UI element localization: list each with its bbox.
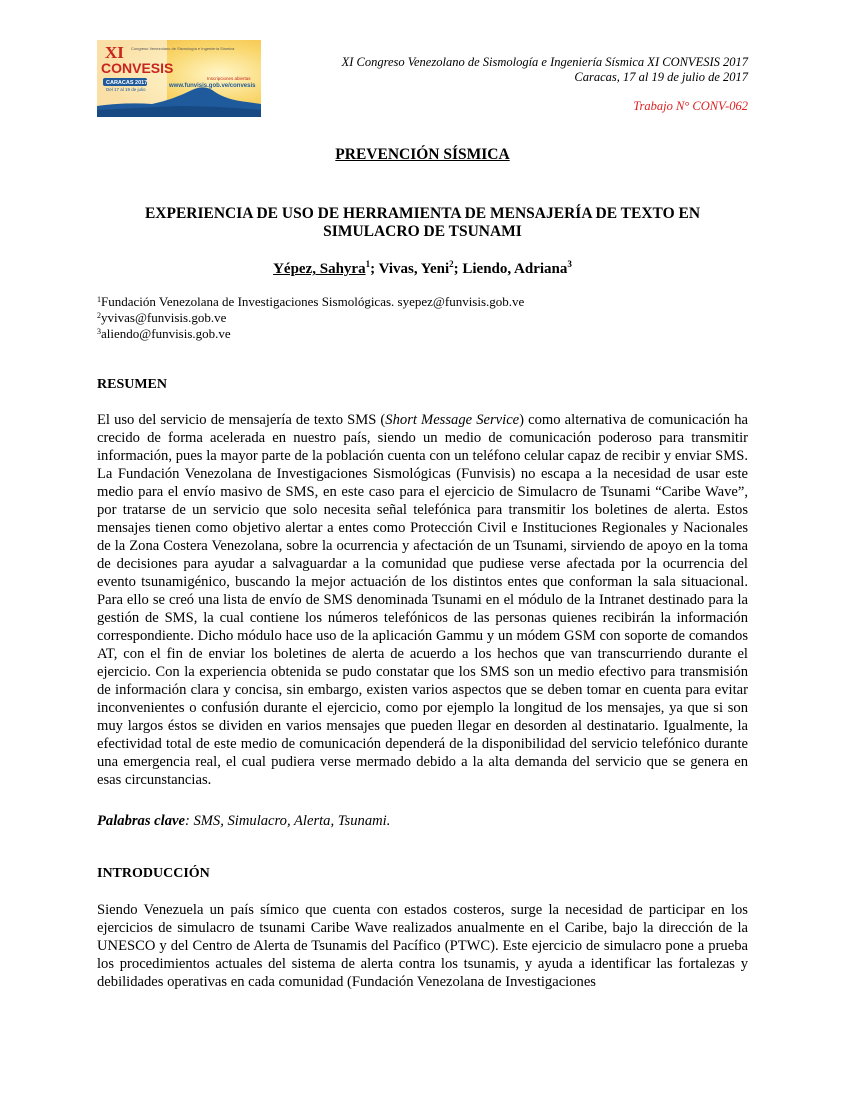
author-separator: ; xyxy=(370,261,379,277)
conference-logo xyxy=(97,40,261,117)
paper-title-line-1: EXPERIENCIA DE USO DE HERRAMIENTA DE MENSAJERÍA DE TEXTO EN xyxy=(144,205,701,222)
resumen-text-start: El uso del servicio de mensajería de texto SMS ( xyxy=(97,412,386,428)
logo-url: www.funvisis.gob.ve/convesis xyxy=(169,83,256,89)
conference-name: XI Congreso Venezolano de Sismología e Ingeniería Sísmica XI CONVESIS 2017 xyxy=(341,55,748,69)
author-list xyxy=(97,259,748,278)
affiliation-sup: 2 xyxy=(97,311,101,320)
logo-badge: CARACAS 2017 xyxy=(106,80,148,86)
author-name: Vivas, Yeni xyxy=(378,261,450,277)
logo-dates: Del 17 al 19 de julio xyxy=(106,87,146,92)
logo-tagline: Congreso Venezolano de Sismología e Ingeniería Sísmica xyxy=(131,46,235,51)
logo-registration: Inscripciones abiertas xyxy=(207,76,251,81)
affiliation xyxy=(97,292,524,309)
keywords-list: : SMS, Simulacro, Alerta, Tsunami. xyxy=(184,813,391,829)
author-sup: 2 xyxy=(449,259,454,269)
logo-numeral: XI xyxy=(105,43,124,62)
affiliation xyxy=(97,324,231,341)
section-title: PREVENCIÓN SÍSMICA xyxy=(335,146,510,163)
affiliation-text: Fundación Venezolana de Investigaciones Sismológicas. syepez@funvisis.gob.ve xyxy=(101,294,525,309)
keywords xyxy=(97,813,390,830)
author-separator: ; xyxy=(453,261,463,277)
author-sup: 3 xyxy=(567,259,572,269)
resumen-paragraph xyxy=(97,411,748,789)
affiliation-text: aliendo@funvisis.gob.ve xyxy=(101,326,231,341)
affiliation xyxy=(97,308,226,325)
conference-header xyxy=(288,55,748,85)
paper-title xyxy=(97,205,748,241)
affiliation-sup: 1 xyxy=(97,295,101,304)
author-name: Liendo, Adriana xyxy=(462,261,568,277)
author-sup: 1 xyxy=(365,259,371,269)
introduccion-heading: INTRODUCCIÓN xyxy=(97,866,210,881)
keywords-label: Palabras clave xyxy=(97,813,185,829)
paper-number: Trabajo N° CONV-062 xyxy=(633,99,748,113)
resumen-text-italic: Short Message Service xyxy=(385,412,520,428)
introduccion-paragraph: Siendo Venezuela un país símico que cuenta con estados costeros, surge la necesidad de participar en los ejercicios de simulacro de tsunami Caribe Wave realizados anualmente en el Caribe, bajo la dirección de la UNESCO y del Centro de Alerta de Tsunamis del Pacífico (PTWC). Este ejercicio de simulacro pone a prueba los procedimientos actuales del sistema de alerta contra los tsunamis, y ayuda a identificar las fortalezas y debilidades operativas en cada comunidad (Fundación Venezolana de Investigaciones xyxy=(97,902,748,990)
logo-wordmark: CONVESIS xyxy=(101,60,174,76)
resumen-text-rest: ) como alternativa de comunicación ha crecido de forma acelerada en nuestro país, siendo un medio de comunicación poderoso para transmitir información, pues la mayor parte de la población cuenta con un teléfono celular capaz de recibir y enviar SMS. La Fundación Venezolana de Investigaciones Sismológicas (Funvisis) no escapa a la necesidad de usar este medio para el envío masivo de SMS, en este caso para el ejercicio de Simulacro de Tsunami “Caribe Wave”, por tratarse de un servicio que solo necesita señal telefónica para transmitir los boletines de alerta. Estos mensajes tienen como objetivo alertar a entes como Protección Civil e Instituciones Regionales y Nacionales de la Zona Costera Venezolana, sobre la ocurrencia y afectación de un Tsunami, sirviendo de apoyo en la toma de decisiones para ayudar a salvaguardar a la comunidad que pudiese verse afectada por la ocurrencia del evento tsunamigénico, buscando la mejor actuación de los distintos entes que conforman la sala situacional. Para ello se creó una lista de envío de SMS denominada Tsunami en el módulo de la Intranet destinado para la gestión de SMS, la cual contiene los números telefónicos de las personas quienes recibirán la información correspondiente. Dicho módulo hace uso de la aplicación Gammu y un módem GSM con soporte de comandos AT, con el fin de enviar los boletines de alerta de acuerdo a los hechos que van transcurriendo durante el ejercicio. Con la experiencia obtenida se pudo constatar que los SMS son un medio efectivo para transmisión de información clara y concisa, sin embargo, existen varios aspectos que se deben tomar en cuenta para evitar inconvenientes o confusión durante el ejercicio, como por ejemplo la longitud de los mensajes, ya que si son muy largos éstos se dividen en varios mensajes que pueden llegar en desorden al destinatario. Igualmente, la efectividad total de este medio de comunicación dependerá de la disponibilidad del servicio telefónico durante una emergencia real, el cual pudiera verse mermado debido a la alta demanda del servicio que se genera en esas circunstancias. xyxy=(97,412,748,788)
conference-date-place: Caracas, 17 al 19 de julio de 2017 xyxy=(574,70,748,84)
paper-title-line-2: SIMULACRO DE TSUNAMI xyxy=(323,223,522,240)
author-name: Yépez, Sahyra xyxy=(273,261,366,277)
affiliation-sup: 3 xyxy=(97,327,101,336)
resumen-heading: RESUMEN xyxy=(97,377,168,392)
affiliation-text: yvivas@funvisis.gob.ve xyxy=(101,310,227,325)
